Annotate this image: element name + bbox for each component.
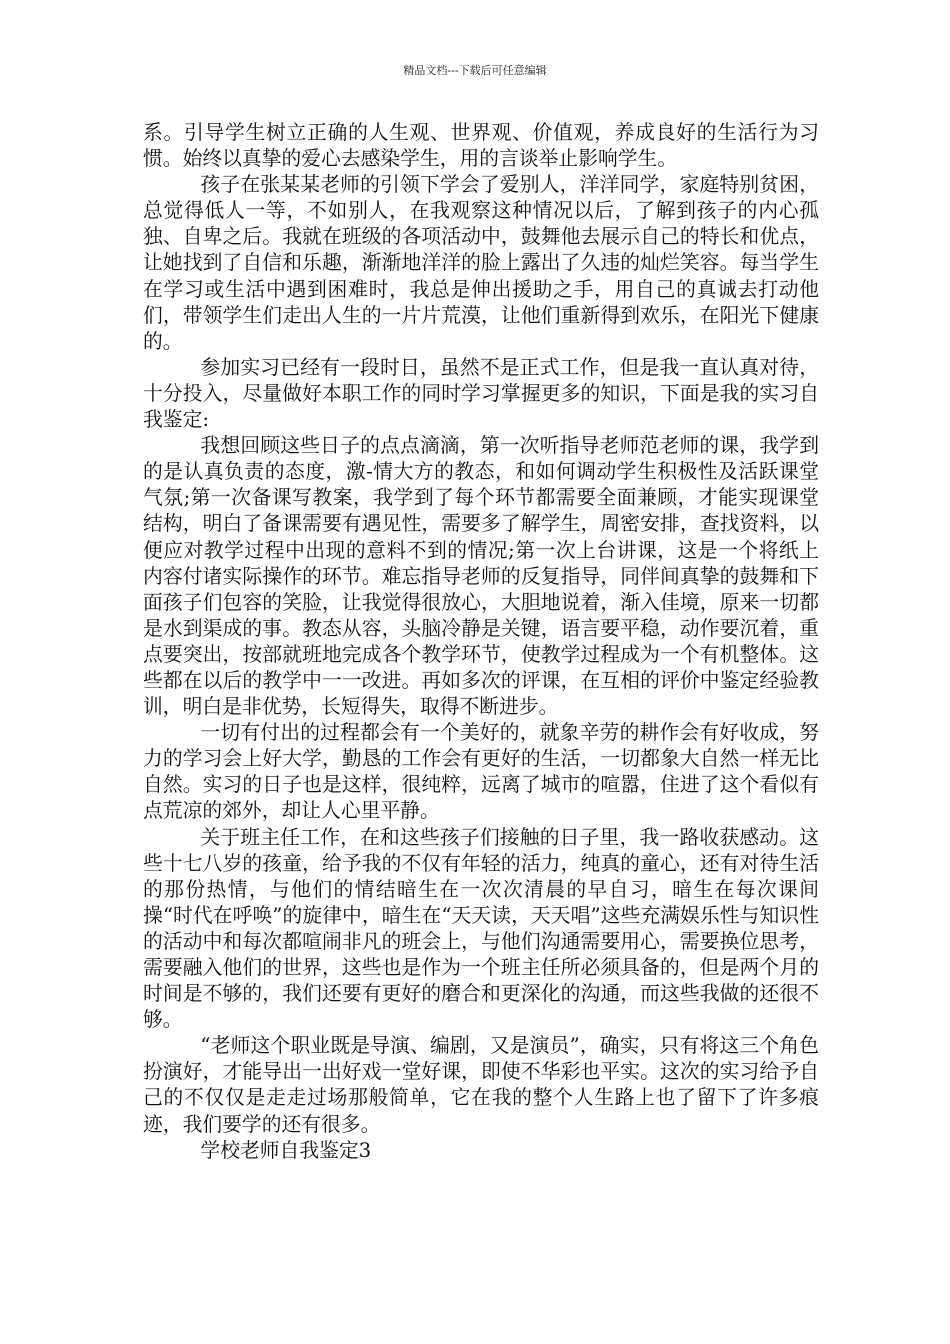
document-body [143, 120, 819, 1164]
paragraph-continuation: 系。引导学生树立正确的人生观、世界观、价值观，养成良好的生活行为习惯。始终以真挚的爱心去感染学生，用的言谈举止影响学生。 [143, 121, 819, 171]
paragraph: 我想回顾这些日子的点点滴滴，第一次听指导老师范老师的课，我学到的是认真负责的态度，激-情大方的教态，和如何调动学生积极性及活跃课堂气氛;第一次备课写教案，我学到了每个环节都需要全面兼顾，才能实现课堂结构，明白了备课需要有遇见性，需要多了解学生，周密安排，查找资料，以便应对教学过程中出现的意料不到的情况;第一次上台讲课，这是一个将纸上内容付诸实际操作的环节。难忘指导老师的反复指导，同伴间真挚的鼓舞和下面孩子们包容的笑脸，让我觉得很放心，大胆地说着，渐入佳境，原来一切都是水到渠成的事。教态从容，头脑冷静是关键，语言要平稳，动作要沉着，重点要突出，按部就班地完成各个教学环节，使教学过程成为一个有机整体。这些都在以后的教学中一一改进。再如多次的评课，在互相的评价中鉴定经验教训，明白是非优势，长短得失，取得不断进步。 [143, 434, 819, 719]
paragraph: 关于班主任工作，在和这些孩子们接触的日子里，我一路收获感动。这些十七八岁的孩童，给予我的不仅有年轻的活力，纯真的童心，还有对待生活的那份热情，与他们的情结暗生在一次次清晨的早自习，暗生在每次课间操“时代在呼唤”的旋律中，暗生在“天天读，天天唱”这些充满娱乐性与知识性的活动中和每次都喧闹非凡的班会上，与他们沟通需要用心，需要换位思考，需要融入他们的世界，这些也是作为一个班主任所必须具备的，但是两个月的时间是不够的，我们还要有更好的磨合和更深化的沟通，而这些我做的还很不够。 [143, 825, 819, 1032]
paragraph: “老师这个职业既是导演、编剧，又是演员”，确实，只有将这三个角色扮演好，才能导出一出好戏一堂好课，即使不华彩也平实。这次的实习给予自己的不仅仅是走走过场那般简单，它在我的整个人生路上也了留下了许多痕迹，我们要学的还有很多。 [143, 1034, 819, 1136]
paragraph: 孩子在张某某老师的引领下学会了爱别人，洋洋同学，家庭特别贫困，总觉得低人一等，不如别人，在我观察这种情况以后，了解到孩子的内心孤独、自卑之后。我就在班级的各项活动中，鼓舞他去展示自己的特长和优点，让她找到了自信和乐趣，渐渐地洋洋的脸上露出了久违的灿烂笑容。每当学生在学习或生活中遇到困难时，我总是伸出援助之手，用自己的真诚去打动他们，带领学生们走出人生的一片片荒漠，让他们重新得到欢乐，在阳光下健康的。 [143, 173, 819, 353]
page-header: 精品文档---下载后可任意编辑 [403, 64, 547, 77]
section-heading: 学校老师自我鉴定3 [200, 1138, 372, 1162]
paragraph: 参加实习已经有一段时日，虽然不是正式工作，但是我一直认真对待，十分投入，尽量做好本职工作的同时学习掌握更多的知识，下面是我的实习自我鉴定: [143, 355, 819, 432]
paragraph: 一切有付出的过程都会有一个美好的，就象辛劳的耕作会有好收成，努力的学习会上好大学，勤恳的工作会有更好的生活，一切都象大自然一样无比自然。实习的日子也是这样，很纯粹，远离了城市的喧嚣，住进了这个看似有点荒凉的郊外，却让人心里平静。 [143, 721, 819, 823]
